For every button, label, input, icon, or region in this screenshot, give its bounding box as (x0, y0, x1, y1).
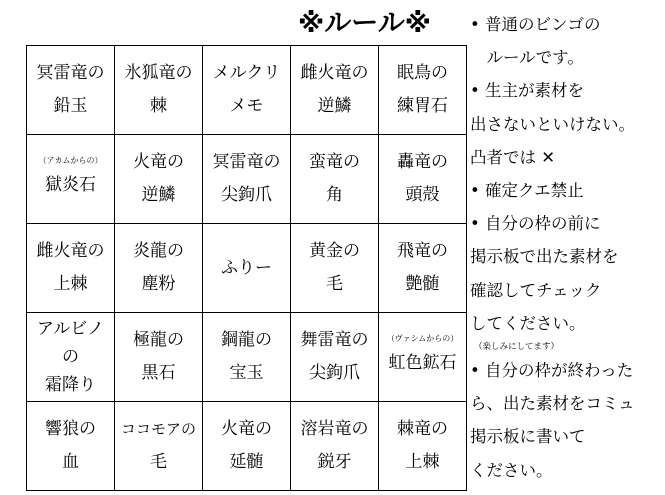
cell-text: 毛 (150, 452, 167, 472)
cell-text: 上棘 (53, 274, 88, 294)
bingo-cell (27, 313, 115, 402)
cell-text: 火竜の (133, 152, 184, 172)
rule-line: • 普通のビンゴの (470, 15, 601, 34)
cell-text: 頭殻 (405, 185, 440, 205)
bingo-cell (379, 46, 467, 135)
cell-text: 冥雷竜の (212, 152, 281, 172)
bingo-cell (115, 46, 203, 135)
bingo-cell (115, 313, 203, 402)
cell-text: 毛 (326, 274, 343, 294)
cell-note: （ヴァシムからの） (386, 334, 459, 343)
bingo-cell (291, 402, 379, 491)
bingo-row (27, 46, 467, 135)
bingo-cell (291, 46, 379, 135)
bingo-cell (115, 224, 203, 313)
rule-line: ら、出た素材をコミュ (470, 394, 635, 414)
bingo-row (27, 135, 467, 224)
bingo-row (27, 224, 467, 313)
cell-text: 黄金の (309, 241, 360, 261)
rule-line: • 自分の枠の前に (470, 214, 601, 234)
rule-line: • 確定クエ禁止 (470, 181, 584, 201)
cell-text: 火竜の (221, 419, 272, 439)
bingo-cell (203, 402, 291, 491)
cell-text: 艶髄 (405, 274, 440, 294)
cell-text: 炎龍の (133, 241, 184, 261)
cell-text: 練胃石 (397, 96, 448, 116)
bingo-row (27, 402, 467, 491)
cell-text: 逆鱗 (317, 96, 352, 116)
cell-text: 延髄 (229, 452, 264, 472)
cell-text: メモ (229, 96, 264, 116)
cell-text: 血 (62, 452, 79, 472)
cell-text: 極龍の (133, 330, 184, 350)
bingo-cell (379, 402, 467, 491)
cell-text: 雌火竜の (300, 63, 369, 83)
cell-text: 蛮竜の (309, 152, 360, 172)
rule-line: • 生主が素材を (470, 81, 584, 101)
bingo-grid (26, 45, 467, 491)
cell-text: 氷狐竜の (124, 63, 193, 83)
cell-text: 上棘 (405, 452, 440, 472)
cell-text: 響狼の (45, 419, 96, 439)
bingo-cell (27, 402, 115, 491)
cell-text: 獄炎石 (45, 175, 96, 195)
rule-line: 出さないといけない。 (470, 114, 635, 134)
bingo-cell (115, 402, 203, 491)
cell-text: 棘 (150, 96, 167, 116)
cell-text: 棘竜の (397, 419, 448, 439)
cell-text: 黒石 (141, 363, 176, 383)
cell-text: の (62, 347, 79, 367)
bingo-cell (379, 313, 467, 402)
cell-text: 鋭牙 (317, 452, 352, 472)
cell-text: 塵粉 (141, 274, 176, 294)
rule-line: してください。 (470, 313, 586, 333)
cell-text: 霜降り (45, 375, 96, 395)
bingo-cell (379, 135, 467, 224)
cell-text: メルクリ (212, 63, 281, 83)
cell-text: 眠鳥の (397, 63, 448, 83)
cell-text: 鉛玉 (53, 96, 88, 116)
bingo-cell (27, 224, 115, 313)
cell-note: （アカムからの） (38, 156, 103, 165)
cell-text: アルビノ (36, 319, 105, 339)
rule-line: 凸者では ✕ (470, 147, 556, 167)
cell-text: 轟竜の (397, 152, 448, 172)
rule-line: • 自分の枠が終わった (470, 361, 634, 381)
cell-text: 尖鉤爪 (221, 185, 272, 205)
bingo-cell (379, 224, 467, 313)
rule-note: （楽しみにしてます） (474, 342, 560, 353)
cell-text: 角 (326, 185, 343, 205)
cell-text: 溶岩竜の (300, 419, 369, 439)
bingo-cell (291, 224, 379, 313)
bingo-cell (203, 135, 291, 224)
cell-text: 雌火竜の (36, 241, 105, 261)
rule-line: ルールです。 (470, 48, 584, 68)
rule-line: 掲示板で出た素材を (470, 247, 619, 267)
bingo-cell (27, 46, 115, 135)
cell-text: 宝玉 (229, 363, 264, 383)
rule-line: 掲示板に書いて (470, 427, 586, 447)
bingo-cell (27, 135, 115, 224)
cell-text: 舞雷竜の (300, 330, 369, 350)
bingo-row (27, 313, 467, 402)
bingo-cell (203, 46, 291, 135)
cell-text: 虹色鉱石 (388, 353, 457, 373)
bingo-cell (203, 313, 291, 402)
rule-line: ください。 (470, 460, 553, 480)
bingo-cell-free (203, 224, 291, 313)
bingo-cell (291, 135, 379, 224)
cell-text: ココモアの (120, 420, 196, 438)
rule-line: 確認してチェック (470, 280, 602, 300)
bingo-cell (115, 135, 203, 224)
cell-text: 尖鉤爪 (309, 363, 360, 383)
rules-list (470, 8, 665, 487)
bingo-cell (291, 313, 379, 402)
cell-text: 逆鱗 (141, 185, 176, 205)
cell-text: ふりー (221, 257, 272, 278)
cell-text: 飛竜の (397, 241, 448, 261)
cell-text: 鋼龍の (221, 330, 272, 350)
page-title: ※ルール※ (298, 8, 431, 39)
cell-text: 冥雷竜の (36, 63, 105, 83)
